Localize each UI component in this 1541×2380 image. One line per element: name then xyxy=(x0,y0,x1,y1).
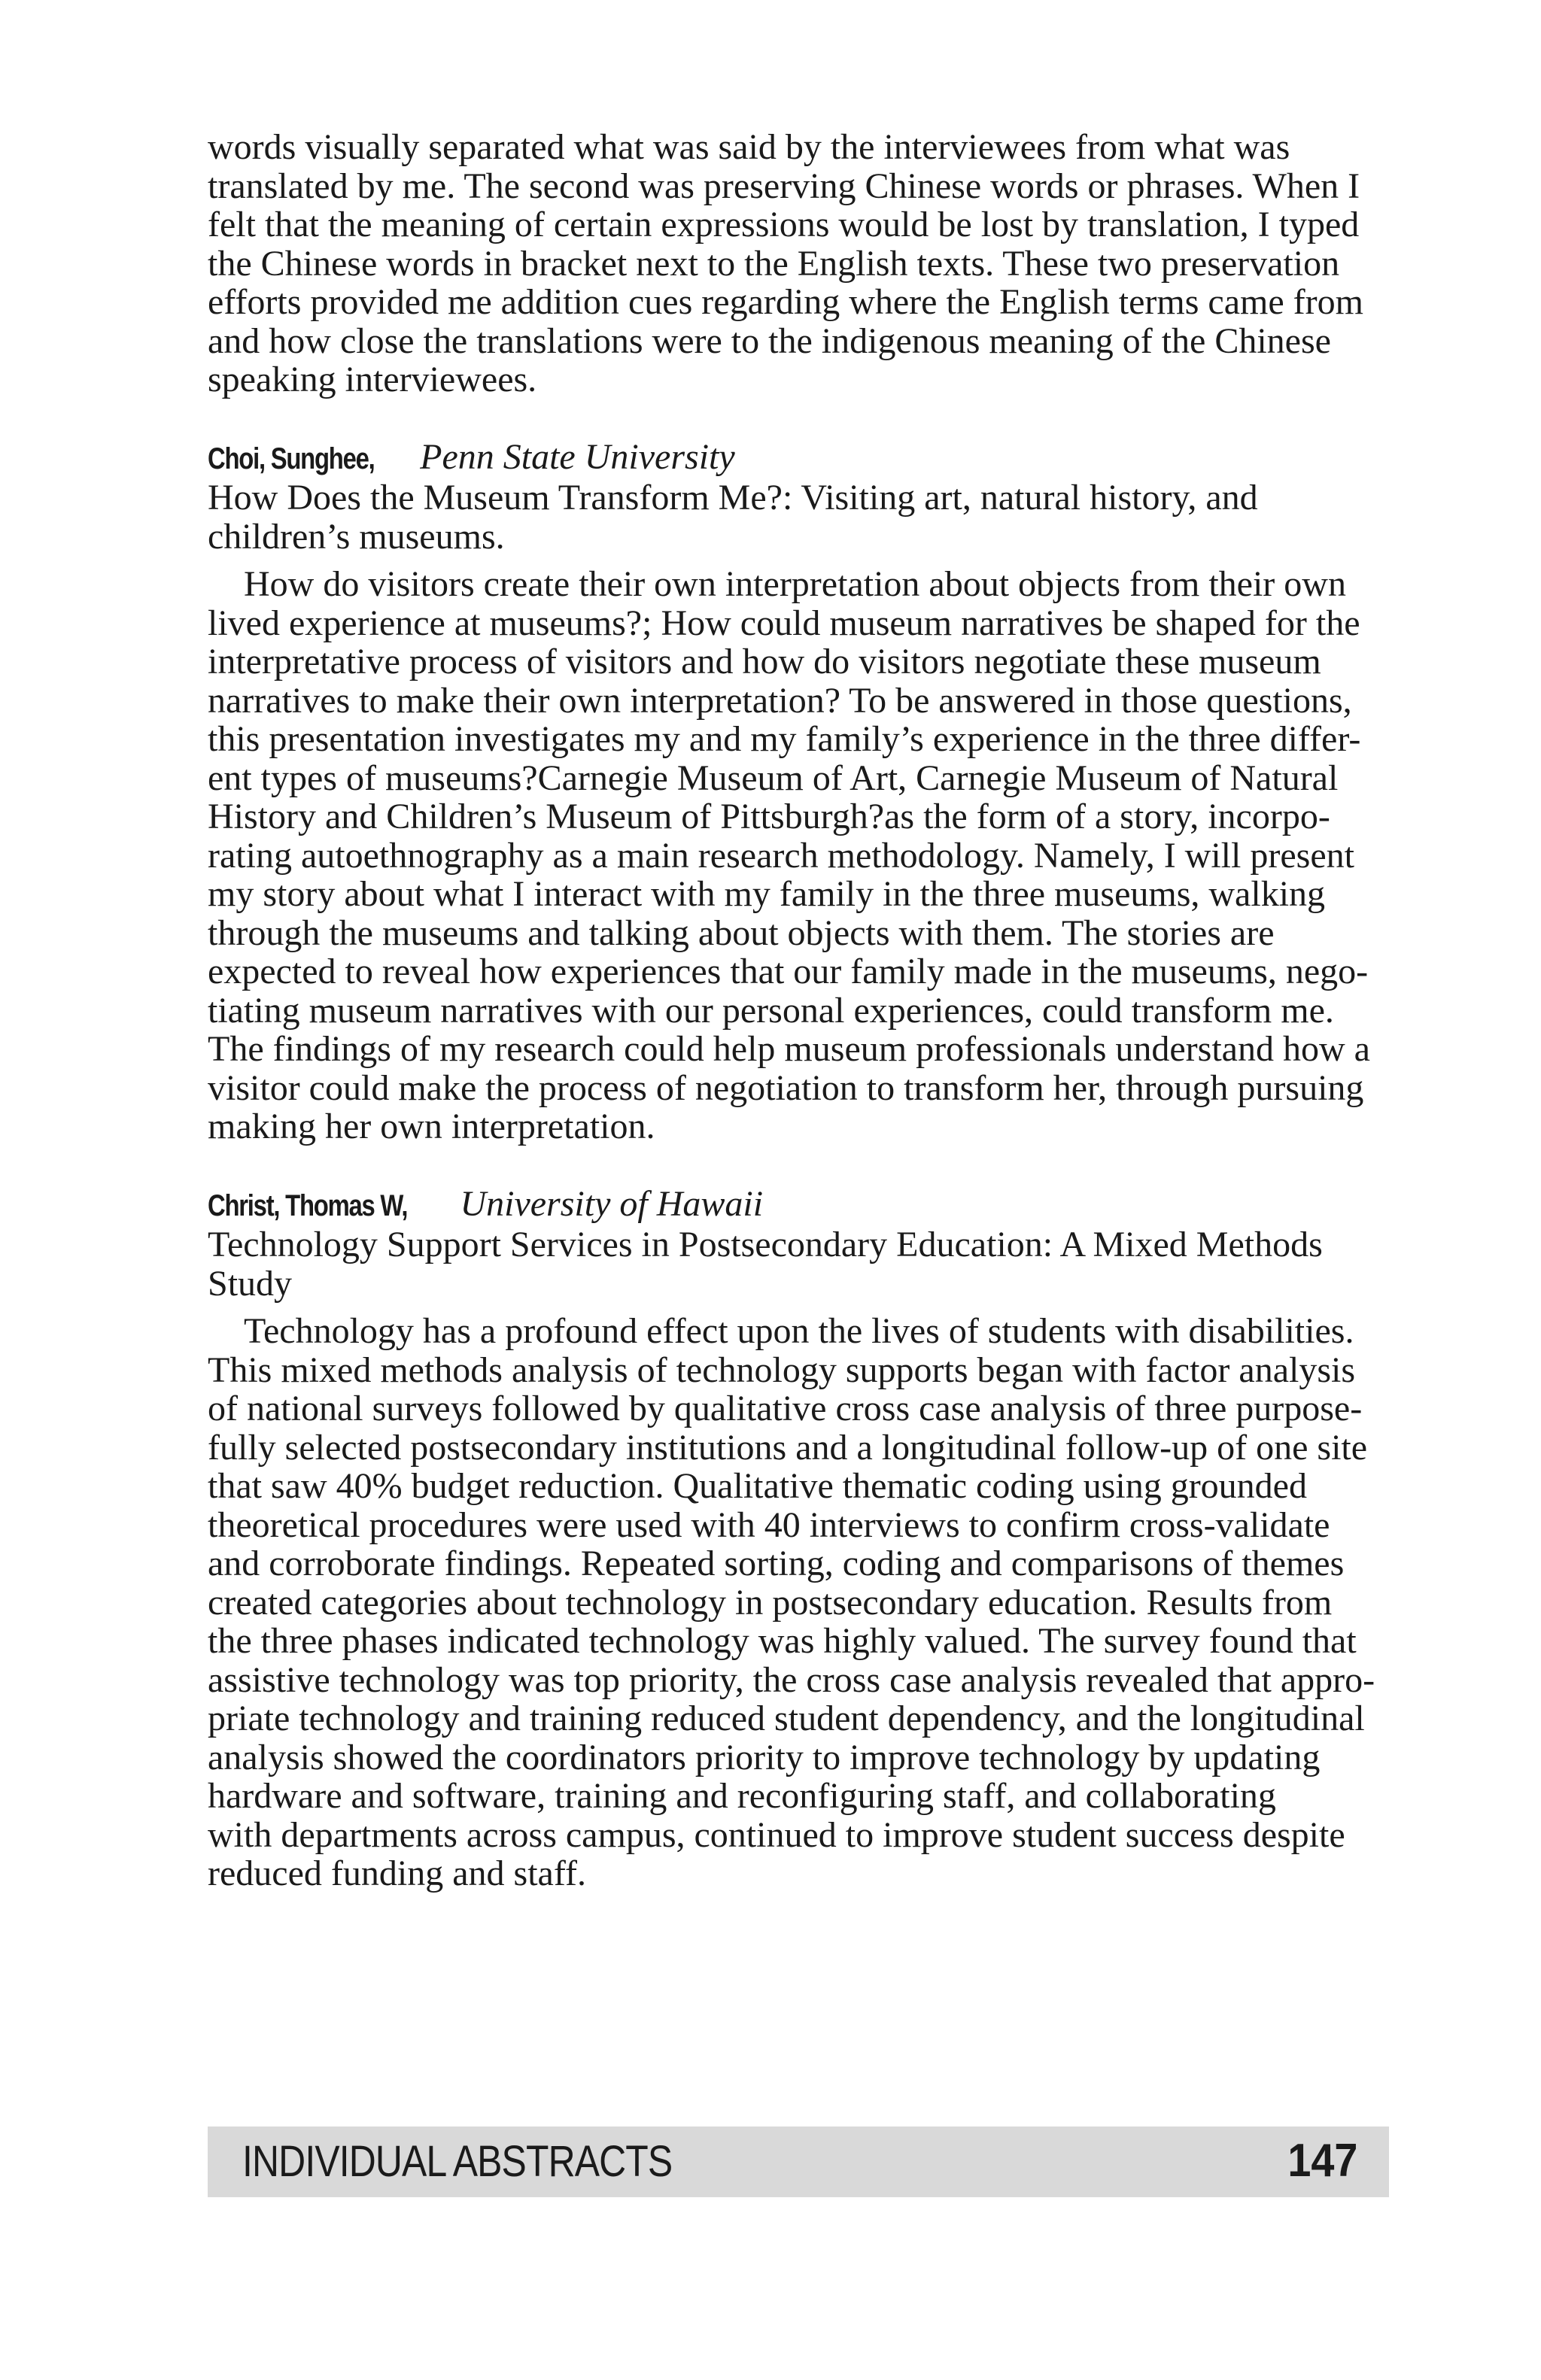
title-line: children’s museums. xyxy=(208,516,505,557)
text-line: narratives to make their own interpretation? To be answered in those questions, xyxy=(208,680,1352,721)
author-affiliation: University of Hawaii xyxy=(460,1183,764,1224)
text-line: expected to reveal how experiences that our family made in the museums, nego- xyxy=(208,952,1369,991)
text-line: priate technology and training reduced student dependency, and the longitudinal xyxy=(208,1698,1365,1738)
title-line: Technology Support Services in Postsecondary Education: A Mixed Methods xyxy=(208,1225,1323,1264)
text-line: hardware and software, training and reconfiguring staff, and collaborating xyxy=(208,1776,1276,1816)
abstract-entry-choi xyxy=(208,438,1389,1146)
abstract-body xyxy=(208,1312,1389,1893)
text-line: This mixed methods analysis of technology supports began with factor analysis xyxy=(208,1349,1356,1390)
abstract-entry-christ xyxy=(208,1185,1389,1893)
text-line: and corroborate findings. Repeated sorting, coding and comparisons of themes xyxy=(208,1544,1345,1583)
text-line: visitor could make the process of negotiation to transform her, through pursuing xyxy=(208,1067,1364,1108)
abstract-body xyxy=(208,565,1389,1146)
text-line: fully selected postsecondary institutions and a longitudinal follow-up of one site xyxy=(208,1427,1368,1468)
author-affiliation: Penn State University xyxy=(420,436,735,477)
abstract-title xyxy=(208,1225,1389,1303)
text-line: efforts provided me addition cues regarding where the English terms came from xyxy=(208,282,1363,322)
text-line: this presentation investigates my and my family’s experience in the three differ- xyxy=(208,719,1361,759)
text-line: Technology has a profound effect upon the lives of students with disabilities. xyxy=(244,1311,1354,1351)
text-line: my story about what I interact with my family in the three museums, walking xyxy=(208,874,1326,914)
text-line: assistive technology was top priority, the cross case analysis revealed that appro- xyxy=(208,1659,1375,1700)
author-line xyxy=(208,438,1389,479)
author-line xyxy=(208,1185,1389,1226)
title-line: How Does the Museum Transform Me?: Visiting art, natural history, and xyxy=(208,478,1258,518)
text-line: The findings of my research could help museum professionals understand how a xyxy=(208,1029,1370,1069)
text-line: History and Children’s Museum of Pittsburgh?as the form of a story, incorpo- xyxy=(208,797,1330,836)
page-number: 147 xyxy=(1287,2135,1357,2187)
text-line: felt that the meaning of certain expressions would be lost by translation, I typed xyxy=(208,205,1360,244)
text-line: making her own interpretation. xyxy=(208,1107,655,1146)
text-line: theoretical procedures were used with 40 interviews to confirm cross-validate xyxy=(208,1504,1330,1545)
text-line: translated by me. The second was preserving Chinese words or phrases. When I xyxy=(208,165,1360,206)
author-name: Christ, Thomas W, xyxy=(208,1188,408,1222)
text-line: speaking interviewees. xyxy=(208,360,537,399)
abstract-title xyxy=(208,478,1389,556)
title-line: Study xyxy=(208,1263,293,1304)
text-line: lived experience at museums?; How could museum narratives be shaped for the xyxy=(208,603,1360,643)
text-line: rating autoethnography as a main research methodology. Namely, I will present xyxy=(208,835,1354,876)
text-line: words visually separated what was said by the interviewees from what was xyxy=(208,127,1290,167)
author-name: Choi, Sunghee, xyxy=(208,442,375,475)
text-line: of national surveys followed by qualitative cross case analysis of three purpose- xyxy=(208,1389,1363,1428)
text-line: How do visitors create their own interpretation about objects from their own xyxy=(244,564,1346,604)
page-body xyxy=(208,128,1389,1893)
text-line: that saw 40% budget reduction. Qualitative thematic coding using grounded xyxy=(208,1466,1307,1506)
text-line: and how close the translations were to the indigenous meaning of the Chinese xyxy=(208,320,1331,361)
text-line: ent types of museums?Carnegie Museum of Art, Carnegie Museum of Natural xyxy=(208,757,1339,798)
text-line: reduced funding and staff. xyxy=(208,1853,586,1893)
text-line: created categories about technology in postsecondary education. Results from xyxy=(208,1582,1333,1623)
text-line: through the museums and talking about objects with them. The stories are xyxy=(208,912,1275,953)
running-footer xyxy=(208,2127,1389,2197)
text-line: the three phases indicated technology was highly valued. The survey found that xyxy=(208,1621,1357,1661)
text-line: with departments across campus, continued to improve student success despite xyxy=(208,1814,1345,1855)
text-line: the Chinese words in bracket next to the English texts. These two preservation xyxy=(208,243,1340,284)
intro-paragraph xyxy=(208,128,1389,399)
text-line: interpretative process of visitors and how do visitors negotiate these museum xyxy=(208,642,1321,682)
text-line: analysis showed the coordinators priority to improve technology by updating xyxy=(208,1737,1321,1777)
section-label: INDIVIDUAL ABSTRACTS xyxy=(242,2137,673,2186)
text-line: tiating museum narratives with our personal experiences, could transform me. xyxy=(208,990,1334,1031)
